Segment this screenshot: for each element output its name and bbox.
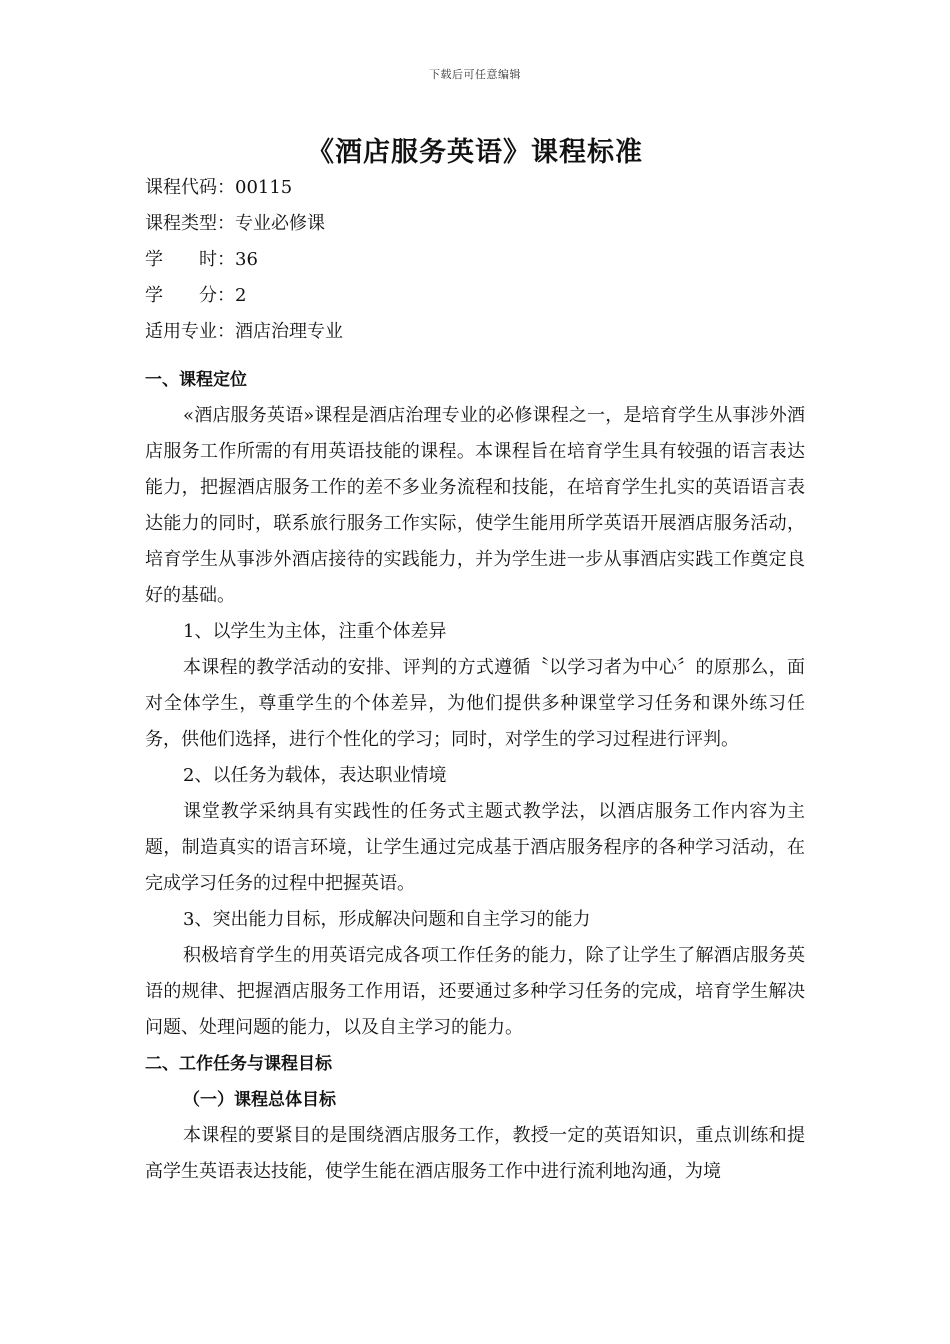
meta-major: 适用专业：酒店治理专业 [145, 321, 343, 342]
paragraph-item-2: 课堂教学采纳具有实践性的任务式主题式教学法，以酒店服务工作内容为主题，制造真实的语言环境，让学生通过完成基于酒店服务程序的各种学习活动，在完成学习任务的过程中把握英语。 [145, 801, 805, 894]
item-heading-3: 3、突出能力目标，形成解决问题和自主学习的能力 [183, 909, 591, 930]
meta-credits: 学 分：2 [145, 285, 247, 306]
section-heading-tasks-goals: 二、工作任务与课程目标 [145, 1054, 332, 1074]
meta-course-code: 课程代码：00115 [145, 177, 293, 198]
item-heading-2: 2、以任务为载体，表达职业情境 [183, 765, 447, 786]
document-body [145, 170, 805, 1190]
paragraph-overall-goal: 本课程的要紧目的是围绕酒店服务工作，教授一定的英语知识，重点训练和提高学生英语表达技能，使学生能在酒店服务工作中进行流利地沟通，为境 [145, 1125, 805, 1182]
meta-course-type: 课程类型：专业必修课 [145, 213, 325, 234]
paragraph-item-1: 本课程的教学活动的安排、评判的方式遵循〝以学习者为中心〞的原那么，面对全体学生，尊重学生的个体差异，为他们提供多种课堂学习任务和课外练习任务，供他们选择，进行个性化的学习；同时，对学生的学习过程进行评判。 [145, 657, 805, 750]
paragraph-item-3: 积极培育学生的用英语完成各项工作任务的能力，除了让学生了解酒店服务英语的规律、把握酒店服务工作用语，还要通过多种学习任务的完成，培育学生解决问题、处理问题的能力，以及自主学习的能力。 [145, 945, 805, 1038]
item-heading-1: 1、以学生为主体，注重个体差异 [183, 621, 447, 642]
section-heading-positioning: 一、课程定位 [145, 370, 247, 390]
meta-hours: 学 时：36 [145, 249, 258, 270]
document-title: 《酒店服务英语》课程标准 [307, 137, 643, 168]
paragraph-intro: «酒店服务英语»课程是酒店治理专业的必修课程之一，是培育学生从事涉外酒店服务工作所需的有用英语技能的课程。本课程旨在培育学生具有较强的语言表达能力，把握酒店服务工作的差不多业务流程和技能，在培育学生扎实的英语语言表达能力的同时，联系旅行服务工作实际，使学生能用所学英语开展酒店服务活动，培育学生从事涉外酒店接待的实践能力，并为学生进一步从事酒店实践工作奠定良好的基础。 [145, 405, 805, 606]
subsection-heading-overall-goal: （一）课程总体目标 [183, 1090, 336, 1110]
header-note: 下载后可任意编辑 [429, 68, 521, 81]
